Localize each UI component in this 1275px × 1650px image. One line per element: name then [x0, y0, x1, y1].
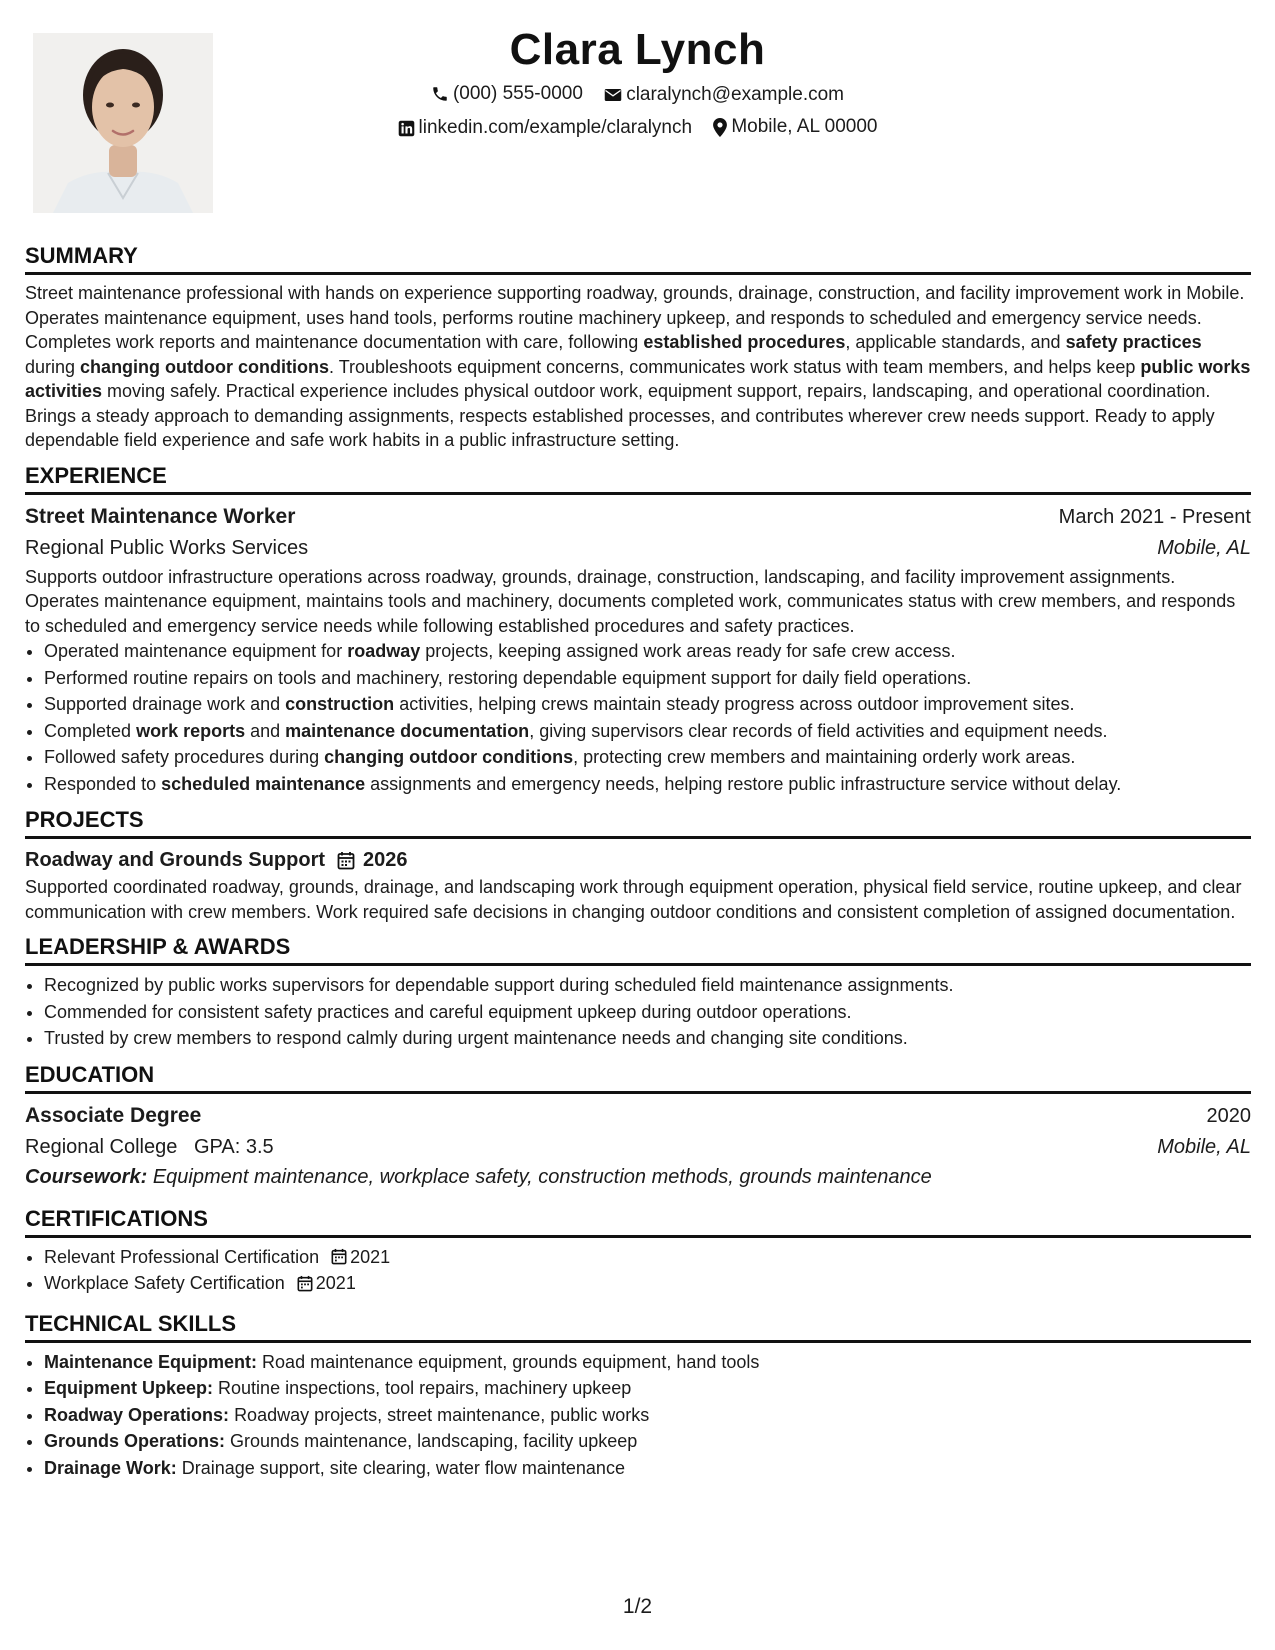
project-year: 2026	[363, 849, 408, 871]
list-item: • Followed safety procedures during changing outdoor conditions, protecting crew members and maintaining orderly work areas.	[44, 744, 1251, 771]
email-link[interactable]: claralynch@example.com	[626, 84, 845, 105]
calendar-icon	[297, 1275, 313, 1292]
skill-value: Routine inspections, tool repairs, machinery upkeep	[218, 1378, 632, 1398]
leadership-section	[25, 934, 1251, 1052]
experience-section	[25, 463, 1251, 798]
map-pin-icon	[713, 118, 727, 137]
education-subheader	[25, 1132, 1251, 1162]
job-location: Mobile, AL	[1157, 536, 1251, 559]
certifications-list	[25, 1244, 1251, 1297]
location-item	[713, 114, 877, 140]
skill-label: Grounds Operations:	[44, 1431, 226, 1451]
linkedin-link[interactable]: linkedin.com/example/claralynch	[418, 117, 693, 138]
project-header	[25, 845, 1251, 875]
page-number: 1/2	[622, 1595, 653, 1618]
skills-section	[25, 1311, 1251, 1482]
list-item	[44, 1402, 1251, 1429]
list-item	[44, 1455, 1251, 1482]
section-title: TECHNICAL SKILLS	[25, 1311, 1251, 1343]
skill-value: Roadway projects, street maintenance, public works	[234, 1404, 650, 1425]
projects-section	[25, 807, 1251, 924]
phone-icon	[431, 85, 449, 103]
coursework-text: Equipment maintenance, workplace safety, construction methods, grounds maintenance	[152, 1165, 932, 1188]
linkedin-icon	[398, 120, 415, 137]
skill-label: Drainage Work:	[44, 1457, 177, 1478]
cert-year: 2021	[350, 1246, 391, 1267]
skill-value: Grounds maintenance, landscaping, facility upkeep	[230, 1431, 638, 1451]
section-title: PROJECTS	[25, 807, 1251, 839]
contact-row-2	[0, 114, 1275, 145]
job-bullets	[25, 638, 1251, 797]
calendar-icon	[337, 851, 355, 870]
job-dates: March 2021 - Present	[1058, 505, 1251, 528]
summary-section	[25, 243, 1251, 453]
section-title: CERTIFICATIONS	[25, 1206, 1251, 1238]
resume-content	[25, 243, 1251, 1491]
project-description: Supported coordinated roadway, grounds, drainage, and landscaping work through equipment operation, physical field service, routine upkeep, and clear communication with crew members. Work required safe decisions in changing outdoor conditions and consistent completion of assigned documentation.	[25, 877, 1242, 922]
cert-name: • Workplace Safety Certification	[44, 1273, 285, 1293]
list-item	[44, 1244, 1251, 1271]
list-item: • Completed work reports and maintenance documentation, giving supervisors clear records of field activities and equipment needs.	[44, 718, 1251, 745]
candidate-name: Clara Lynch	[509, 25, 766, 74]
school-line	[25, 1132, 274, 1162]
skill-label: Maintenance Equipment:	[44, 1351, 258, 1372]
skill-label: Roadway Operations:	[44, 1404, 230, 1425]
calendar-icon	[331, 1248, 347, 1265]
cert-name: • Relevant Professional Certification	[44, 1246, 320, 1267]
coursework-label: Coursework:	[25, 1165, 148, 1188]
phone-item	[431, 81, 583, 107]
list-item: • Trusted by crew members to respond calmly during urgent maintenance needs and changing site conditions.	[44, 1025, 1251, 1052]
skill-value: Road maintenance equipment, grounds equipment, hand tools	[262, 1351, 760, 1372]
skills-list	[25, 1349, 1251, 1482]
job-subheader	[25, 533, 1251, 563]
education-section	[25, 1062, 1251, 1192]
job-header	[25, 501, 1251, 533]
phone-text: (000) 555-0000	[452, 83, 583, 104]
leadership-list	[25, 972, 1251, 1052]
education-year: 2020	[1206, 1104, 1251, 1127]
skill-label: Equipment Upkeep:	[44, 1378, 214, 1398]
school-name: Regional College	[25, 1135, 178, 1158]
resume-header	[0, 22, 1275, 145]
email-item[interactable]	[604, 82, 844, 108]
job-title: Street Maintenance Worker	[25, 504, 296, 528]
list-item: • Operated maintenance equipment for roadway projects, keeping assigned work areas ready for safe crew access.	[44, 638, 1251, 665]
linkedin-item[interactable]	[398, 115, 693, 141]
section-title: SUMMARY	[25, 243, 1251, 275]
gpa: GPA: 3.5	[194, 1135, 274, 1158]
contact-row-1	[0, 81, 1275, 111]
list-item	[44, 1349, 1251, 1376]
list-item: • Performed routine repairs on tools and machinery, restoring dependable equipment support for daily field operations.	[44, 665, 1251, 692]
envelope-icon	[604, 87, 622, 103]
company-name: Regional Public Works Services	[25, 536, 309, 559]
cert-year: 2021	[315, 1273, 356, 1293]
section-title: LEADERSHIP & AWARDS	[25, 934, 1251, 966]
location-text: Mobile, AL 00000	[731, 116, 878, 137]
list-item: • Recognized by public works supervisors for dependable support during scheduled field maintenance assignments.	[44, 972, 1251, 999]
list-item	[44, 1428, 1251, 1455]
education-location: Mobile, AL	[1157, 1135, 1251, 1158]
list-item	[44, 1375, 1251, 1402]
project-name: Roadway and Grounds Support	[25, 849, 326, 871]
education-header	[25, 1100, 1251, 1132]
job-description: Supports outdoor infrastructure operations across roadway, grounds, drainage, construction, landscaping, and facility improvement assignments. Operates maintenance equipment, maintains tools and machinery, documents completed work, communicates status with crew members, and responds to scheduled and emergency service needs while following established procedures and safety practices.	[25, 566, 1236, 636]
list-item: • Supported drainage work and construction activities, helping crews maintain steady progress across outdoor improvement sites.	[44, 691, 1251, 718]
list-item: • Commended for consistent safety practices and careful equipment upkeep during outdoor operations.	[44, 999, 1251, 1026]
certifications-section	[25, 1206, 1251, 1297]
summary-text: Street maintenance professional with hands on experience supporting roadway, grounds, drainage, construction, and facility improvement work in Mobile. Operates maintenance equipment, uses hand tools, performs routine machinery upkeep, and responds to scheduled and emergency service needs. Completes work reports and maintenance documentation with care, following established procedures, applicable standards, and safety practices during changing outdoor conditions. Troubleshoots equipment concerns, communicates work status with team members, and helps keep public works activities moving safely. Practical experience includes physical outdoor work, equipment support, repairs, landscaping, and operational coordination. Brings a steady approach to demanding assignments, respects established processes, and contributes wherever crew needs support. Ready to apply dependable field experience and safe work habits in a public infrastructure setting.	[25, 283, 1251, 450]
section-title: EXPERIENCE	[25, 463, 1251, 495]
degree: Associate Degree	[25, 1103, 202, 1127]
list-item: • Responded to scheduled maintenance assignments and emergency needs, helping restore public infrastructure service without delay.	[44, 771, 1251, 798]
skill-value: Drainage support, site clearing, water flow maintenance	[181, 1457, 625, 1478]
coursework	[25, 1162, 1251, 1192]
section-title: EDUCATION	[25, 1062, 1251, 1094]
list-item	[44, 1270, 1251, 1297]
